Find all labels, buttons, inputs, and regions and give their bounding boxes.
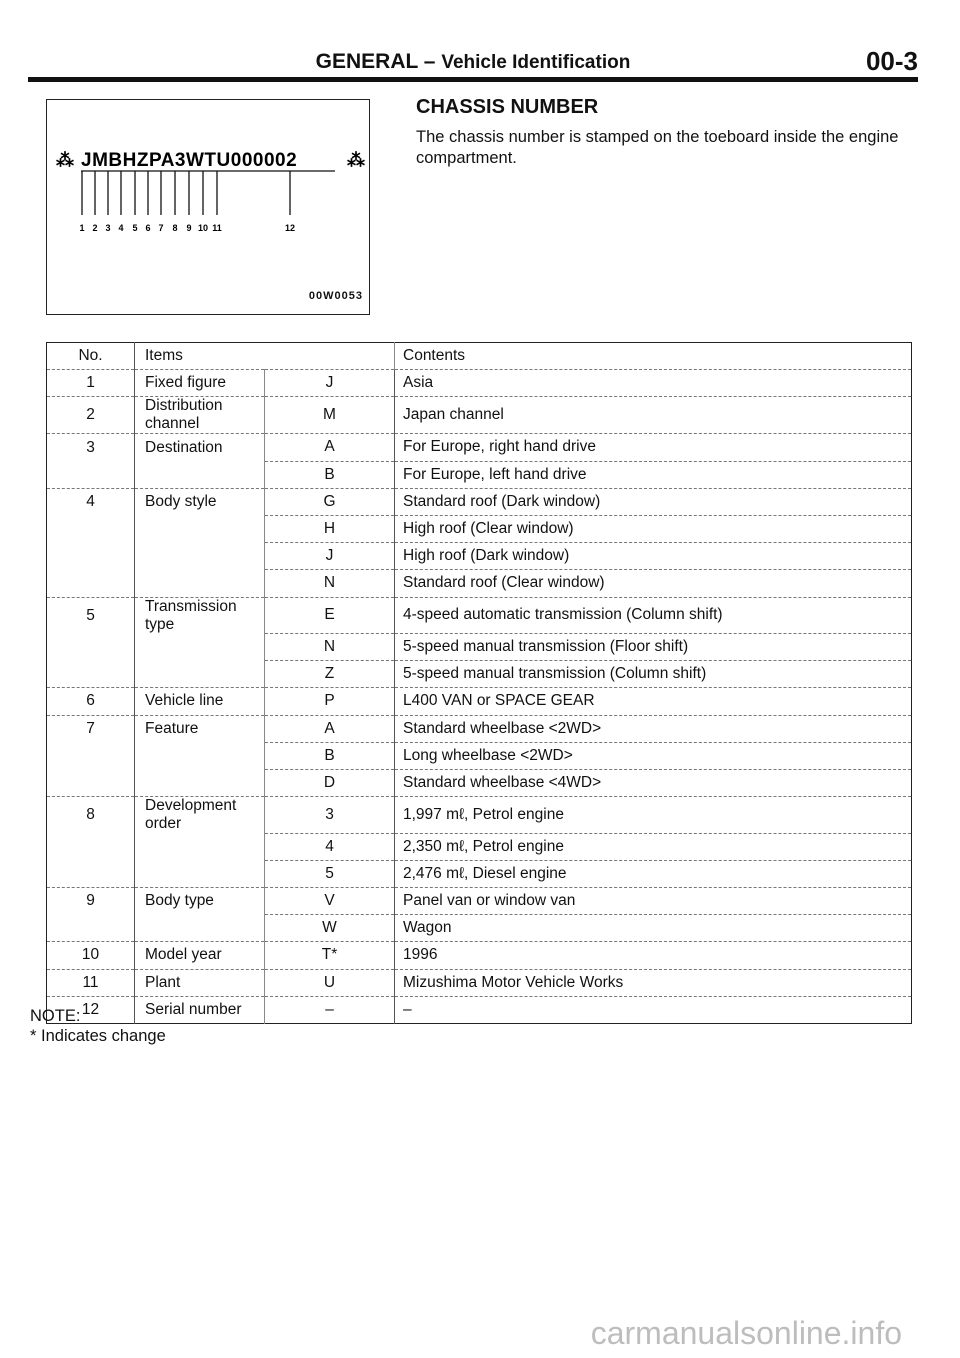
cell-no: [47, 543, 135, 570]
cell-code: B: [265, 461, 395, 488]
cell-item: [135, 833, 265, 860]
cell-code: P: [265, 688, 395, 715]
cell-no: 2: [47, 397, 135, 434]
table-row: [47, 715, 912, 742]
cell-content: Mizushima Motor Vehicle Works: [395, 969, 912, 996]
table-row: [47, 488, 912, 515]
cell-item: Body type: [135, 888, 265, 915]
cell-item: Development order: [135, 797, 265, 834]
cell-content: Panel van or window van: [395, 888, 912, 915]
cell-no: [47, 915, 135, 942]
cell-content: High roof (Clear window): [395, 515, 912, 542]
table-row: [47, 370, 912, 397]
position-number: 5: [132, 223, 138, 233]
table-row: [47, 942, 912, 969]
cell-code: N: [265, 570, 395, 597]
cell-item: Serial number: [135, 996, 265, 1023]
position-number: 1: [79, 223, 85, 233]
cell-no: 6: [47, 688, 135, 715]
cell-content: For Europe, left hand drive: [395, 461, 912, 488]
vin-diagram-labels: [56, 150, 365, 233]
table-row: [47, 397, 912, 434]
table-row: [47, 570, 912, 597]
cell-content: Standard roof (Clear window): [395, 570, 912, 597]
cell-item: Distribution channel: [135, 397, 265, 434]
table-row: [47, 543, 912, 570]
cell-content: Asia: [395, 370, 912, 397]
watermark: carmanualsonline.info: [590, 1315, 902, 1351]
cell-code: B: [265, 742, 395, 769]
position-number: 2: [92, 223, 98, 233]
table-row: [47, 742, 912, 769]
cell-item: Model year: [135, 942, 265, 969]
cell-item: [135, 461, 265, 488]
cell-item: [135, 515, 265, 542]
table-row: [47, 797, 912, 834]
cell-no: [47, 661, 135, 688]
title-dash: –: [423, 50, 436, 73]
position-number: 9: [186, 223, 192, 233]
cell-code: 3: [265, 797, 395, 834]
cell-item: Feature: [135, 715, 265, 742]
cell-code: A: [265, 434, 395, 461]
note-label: NOTE:: [30, 1007, 81, 1025]
note: [30, 1006, 166, 1046]
cell-content: Standard wheelbase <4WD>: [395, 769, 912, 796]
cell-content: –: [395, 996, 912, 1023]
table-row: [47, 461, 912, 488]
cell-content: For Europe, right hand drive: [395, 434, 912, 461]
cell-no: 12: [47, 996, 135, 1023]
cell-code: Z: [265, 661, 395, 688]
table-row: [47, 996, 912, 1023]
position-number: 4: [118, 223, 124, 233]
cell-content: Standard roof (Dark window): [395, 488, 912, 515]
vin-figure: [46, 99, 370, 315]
cell-code: 5: [265, 860, 395, 887]
cell-item: Fixed figure: [135, 370, 265, 397]
cell-content: 4-speed automatic transmission (Column shift): [395, 597, 912, 634]
cell-code: A: [265, 715, 395, 742]
cell-code: 4: [265, 833, 395, 860]
header-contents: Contents: [395, 343, 912, 370]
cell-no: [47, 515, 135, 542]
table-row: [47, 434, 912, 461]
cell-content: Standard wheelbase <2WD>: [395, 715, 912, 742]
table-row: [47, 634, 912, 661]
star-mark-right: ⁂: [347, 150, 365, 170]
header-items: Items: [135, 343, 395, 370]
vin-diagram-lines: [81, 171, 335, 215]
cell-content: Japan channel: [395, 397, 912, 434]
cell-item: [135, 860, 265, 887]
cell-no: [47, 742, 135, 769]
table-row: [47, 888, 912, 915]
cell-content: 2,350 mℓ, Petrol engine: [395, 833, 912, 860]
cell-no: 11: [47, 969, 135, 996]
table-row: [47, 597, 912, 634]
table-row: [47, 661, 912, 688]
cell-content: 5-speed manual transmission (Column shift): [395, 661, 912, 688]
cell-content: 2,476 mℓ, Diesel engine: [395, 860, 912, 887]
page-header: [28, 46, 918, 86]
cell-no: 3: [47, 434, 135, 461]
table-row: [47, 515, 912, 542]
cell-no: 1: [47, 370, 135, 397]
cell-content: 5-speed manual transmission (Floor shift): [395, 634, 912, 661]
cell-code: J: [265, 543, 395, 570]
figure-code: 00W0053: [308, 290, 363, 302]
cell-item: Vehicle line: [135, 688, 265, 715]
chassis-number-heading: CHASSIS NUMBER: [416, 96, 599, 118]
position-number: 12: [284, 223, 296, 233]
cell-no: 7: [47, 715, 135, 742]
star-mark-left: ⁂: [56, 150, 74, 170]
table-row: [47, 969, 912, 996]
cell-item: Destination: [135, 434, 265, 461]
cell-no: 5: [47, 597, 135, 634]
cell-no: 8: [47, 797, 135, 834]
cell-no: [47, 461, 135, 488]
note-text: * Indicates change: [30, 1027, 166, 1045]
cell-no: 9: [47, 888, 135, 915]
position-number: 11: [212, 223, 222, 233]
cell-no: [47, 769, 135, 796]
page-title: [28, 50, 918, 74]
section-subtitle: Vehicle Identification: [441, 52, 631, 73]
cell-item: [135, 915, 265, 942]
page-number: 00-3: [865, 46, 918, 76]
cell-no: [47, 860, 135, 887]
position-number: 3: [105, 223, 111, 233]
cell-code: G: [265, 488, 395, 515]
position-number: 6: [145, 223, 151, 233]
cell-code: –: [265, 996, 395, 1023]
cell-item: [135, 742, 265, 769]
cell-no: [47, 634, 135, 661]
table-row: [47, 860, 912, 887]
cell-code: H: [265, 515, 395, 542]
cell-item: [135, 661, 265, 688]
position-number: 8: [172, 223, 178, 233]
cell-no: 10: [47, 942, 135, 969]
cell-content: Wagon: [395, 915, 912, 942]
cell-content: 1996: [395, 942, 912, 969]
cell-item: [135, 634, 265, 661]
cell-item: Transmission type: [135, 597, 265, 634]
cell-item: Plant: [135, 969, 265, 996]
cell-content: L400 VAN or SPACE GEAR: [395, 688, 912, 715]
cell-content: High roof (Dark window): [395, 543, 912, 570]
cell-code: V: [265, 888, 395, 915]
cell-content: 1,997 mℓ, Petrol engine: [395, 797, 912, 834]
table-row: [47, 833, 912, 860]
cell-code: W: [265, 915, 395, 942]
cell-code: U: [265, 969, 395, 996]
vin-spec-body: [47, 343, 912, 1024]
cell-code: N: [265, 634, 395, 661]
position-number: 7: [158, 223, 164, 233]
cell-no: [47, 833, 135, 860]
cell-item: [135, 570, 265, 597]
cell-item: [135, 543, 265, 570]
table-header-row: [47, 343, 912, 370]
cell-code: D: [265, 769, 395, 796]
cell-content: Long wheelbase <2WD>: [395, 742, 912, 769]
vin-diagram: [47, 100, 371, 316]
cell-code: J: [265, 370, 395, 397]
header-no: No.: [47, 343, 135, 370]
chassis-number-text: The chassis number is stamped on the toeboard inside the engine compartment.: [416, 128, 899, 167]
vin-code: JMBHZPA3WTU000002: [81, 150, 298, 171]
table-row: [47, 769, 912, 796]
cell-code: T*: [265, 942, 395, 969]
cell-code: M: [265, 397, 395, 434]
cell-item: Body style: [135, 488, 265, 515]
table-row: [47, 688, 912, 715]
table-row: [47, 915, 912, 942]
header-rule: [28, 77, 918, 82]
section-name: GENERAL: [315, 50, 418, 73]
position-number: 10: [197, 223, 209, 233]
cell-code: E: [265, 597, 395, 634]
cell-item: [135, 769, 265, 796]
cell-no: [47, 570, 135, 597]
vin-spec-table: [46, 342, 912, 1024]
cell-no: 4: [47, 488, 135, 515]
